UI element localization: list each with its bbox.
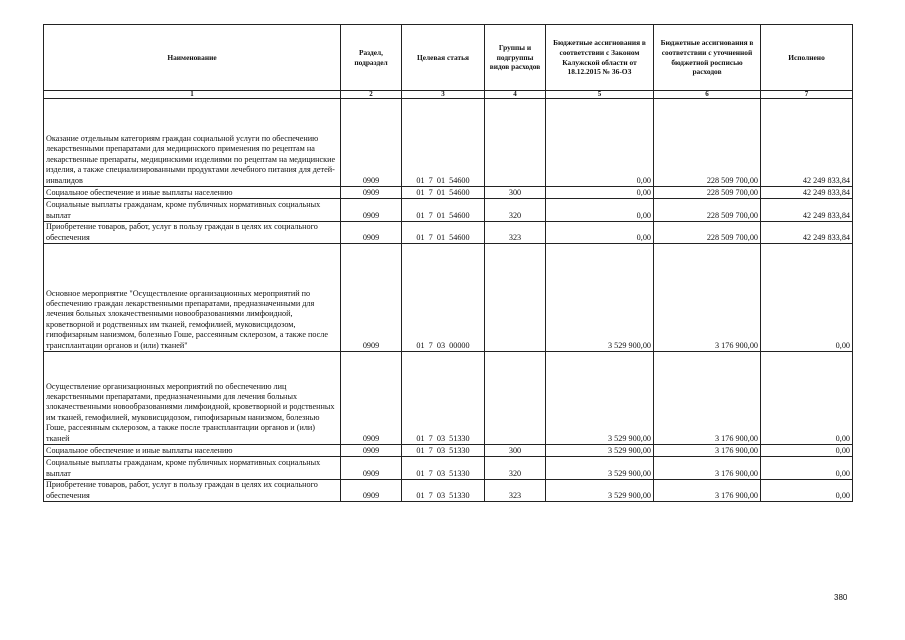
code-event: 03 [436, 490, 446, 500]
column-number-row [44, 91, 853, 99]
row-target-article [402, 244, 485, 352]
header-executed: Исполнено [761, 25, 853, 91]
column-number: 5 [546, 91, 654, 99]
row-target-article [402, 222, 485, 244]
row-executed: 42 249 833,84 [761, 222, 853, 244]
code-subprogram: 7 [428, 175, 433, 185]
header-row [44, 25, 853, 91]
table-row [44, 480, 853, 502]
code-program: 01 [416, 175, 425, 185]
row-law-allocation: 0,00 [546, 222, 654, 244]
row-target-article [402, 480, 485, 502]
code-event: 03 [436, 433, 446, 443]
code-subprogram: 7 [428, 232, 433, 242]
row-expense-group [485, 99, 546, 187]
code-direction: 54600 [449, 187, 470, 197]
row-law-allocation: 3 529 900,00 [546, 244, 654, 352]
row-expense-group: 320 [485, 199, 546, 222]
row-executed: 0,00 [761, 480, 853, 502]
table-row [44, 244, 853, 352]
code-event: 01 [436, 187, 446, 197]
row-section: 0909 [341, 222, 402, 244]
row-name: Социальное обеспечение и иные выплаты населению [44, 445, 341, 457]
header-name: Наименование [44, 25, 341, 91]
code-program: 01 [416, 340, 425, 350]
code-subprogram: 7 [428, 187, 433, 197]
row-name: Приобретение товаров, работ, услуг в пользу граждан в целях их социального обеспечения [44, 222, 341, 244]
code-event: 03 [436, 340, 446, 350]
table-row [44, 187, 853, 199]
table-body [44, 99, 853, 502]
code-event: 03 [436, 445, 446, 455]
header-expense-group: Группы и подгруппы видов расходов [485, 25, 546, 91]
code-subprogram: 7 [428, 445, 433, 455]
header-revised-allocation: Бюджетные ассигнования в соответствии с уточненной бюджетной росписью расходов [654, 25, 761, 91]
row-target-article [402, 187, 485, 199]
row-expense-group: 300 [485, 445, 546, 457]
row-section: 0909 [341, 99, 402, 187]
row-revised-allocation: 228 509 700,00 [654, 199, 761, 222]
column-number: 3 [402, 91, 485, 99]
code-event: 01 [436, 232, 446, 242]
row-section: 0909 [341, 445, 402, 457]
row-name: Приобретение товаров, работ, услуг в пользу граждан в целях их социального обеспечения [44, 480, 341, 502]
row-expense-group [485, 244, 546, 352]
header-section: Раздел, подраздел [341, 25, 402, 91]
table-row [44, 457, 853, 480]
code-program: 01 [416, 187, 425, 197]
row-target-article [402, 99, 485, 187]
row-law-allocation: 0,00 [546, 187, 654, 199]
row-executed: 42 249 833,84 [761, 187, 853, 199]
code-event: 01 [436, 210, 446, 220]
table-row [44, 222, 853, 244]
row-law-allocation: 3 529 900,00 [546, 445, 654, 457]
row-target-article [402, 445, 485, 457]
budget-table [43, 24, 853, 502]
row-section: 0909 [341, 457, 402, 480]
header-law-allocation: Бюджетные ассигнования в соответствии с Законом Калужской области от 18.12.2015 № 36-ОЗ [546, 25, 654, 91]
column-number: 2 [341, 91, 402, 99]
code-subprogram: 7 [428, 468, 433, 478]
column-number: 6 [654, 91, 761, 99]
column-number: 4 [485, 91, 546, 99]
row-section: 0909 [341, 244, 402, 352]
row-revised-allocation: 228 509 700,00 [654, 99, 761, 187]
row-revised-allocation: 3 176 900,00 [654, 445, 761, 457]
row-name: Социальные выплаты гражданам, кроме публичных нормативных социальных выплат [44, 199, 341, 222]
row-target-article [402, 199, 485, 222]
row-revised-allocation: 228 509 700,00 [654, 187, 761, 199]
code-direction: 51330 [449, 490, 470, 500]
row-executed: 0,00 [761, 445, 853, 457]
code-direction: 00000 [449, 340, 470, 350]
code-subprogram: 7 [428, 210, 433, 220]
code-direction: 51330 [449, 468, 470, 478]
row-revised-allocation: 3 176 900,00 [654, 352, 761, 445]
code-subprogram: 7 [428, 490, 433, 500]
row-section: 0909 [341, 352, 402, 445]
row-name: Оказание отдельным категориям граждан социальной услуги по обеспечению лекарственными препаратами для медицинского применения по рецептам на лекарственные препараты, медицинскими изделиями по рецептам на медицинские изделия, а также специализированными продуктами лечебного питания для детей-инвалидов [44, 99, 341, 187]
row-executed: 0,00 [761, 244, 853, 352]
row-name: Социальное обеспечение и иные выплаты населению [44, 187, 341, 199]
code-direction: 54600 [449, 232, 470, 242]
code-program: 01 [416, 232, 425, 242]
header-target-article: Целевая статья [402, 25, 485, 91]
row-expense-group: 323 [485, 222, 546, 244]
row-expense-group [485, 352, 546, 445]
table-row [44, 99, 853, 187]
code-program: 01 [416, 433, 425, 443]
row-section: 0909 [341, 199, 402, 222]
row-law-allocation: 0,00 [546, 99, 654, 187]
code-program: 01 [416, 445, 425, 455]
table-row [44, 445, 853, 457]
code-subprogram: 7 [428, 340, 433, 350]
row-law-allocation: 0,00 [546, 199, 654, 222]
row-law-allocation: 3 529 900,00 [546, 352, 654, 445]
row-expense-group: 300 [485, 187, 546, 199]
row-revised-allocation: 3 176 900,00 [654, 480, 761, 502]
code-direction: 51330 [449, 433, 470, 443]
row-target-article [402, 352, 485, 445]
code-event: 01 [436, 175, 446, 185]
row-executed: 42 249 833,84 [761, 99, 853, 187]
code-program: 01 [416, 468, 425, 478]
code-event: 03 [436, 468, 446, 478]
page-number: 380 [834, 593, 848, 602]
row-executed: 0,00 [761, 457, 853, 480]
row-revised-allocation: 228 509 700,00 [654, 222, 761, 244]
row-executed: 0,00 [761, 352, 853, 445]
row-expense-group: 320 [485, 457, 546, 480]
code-direction: 54600 [449, 210, 470, 220]
row-law-allocation: 3 529 900,00 [546, 457, 654, 480]
table-row [44, 199, 853, 222]
code-direction: 51330 [449, 445, 470, 455]
table-row [44, 352, 853, 445]
row-section: 0909 [341, 480, 402, 502]
code-direction: 54600 [449, 175, 470, 185]
row-revised-allocation: 3 176 900,00 [654, 244, 761, 352]
row-target-article [402, 457, 485, 480]
column-number: 7 [761, 91, 853, 99]
row-expense-group: 323 [485, 480, 546, 502]
code-program: 01 [416, 210, 425, 220]
row-name: Осуществление организационных мероприятий по обеспечению лиц лекарственными препаратами, предназначенными для лечения больных злокачественными новообразованиями лимфоидной, кроветворной и родственных им тканей, гемофилией, муковисцидозом, гипофизарным нанизмом, болезнью Гоше, рассеянным склерозом, а также после трансплантации органов и (или) тканей [44, 352, 341, 445]
row-executed: 42 249 833,84 [761, 199, 853, 222]
row-law-allocation: 3 529 900,00 [546, 480, 654, 502]
row-revised-allocation: 3 176 900,00 [654, 457, 761, 480]
row-section: 0909 [341, 187, 402, 199]
row-name: Основное мероприятие "Осуществление организационных мероприятий по обеспечению граждан лекарственными препаратами, предназначенными для лечения больных злокачественными новообразованиями лимфоидной, кроветворной и родственных им тканей, гемофилией, муковисцидозом, гипофизарным нанизмом, болезнью Гоше, рассеянным склерозом, а также после трансплантации органов и (или) тканей" [44, 244, 341, 352]
code-subprogram: 7 [428, 433, 433, 443]
column-number: 1 [44, 91, 341, 99]
row-name: Социальные выплаты гражданам, кроме публичных нормативных социальных выплат [44, 457, 341, 480]
code-program: 01 [416, 490, 425, 500]
